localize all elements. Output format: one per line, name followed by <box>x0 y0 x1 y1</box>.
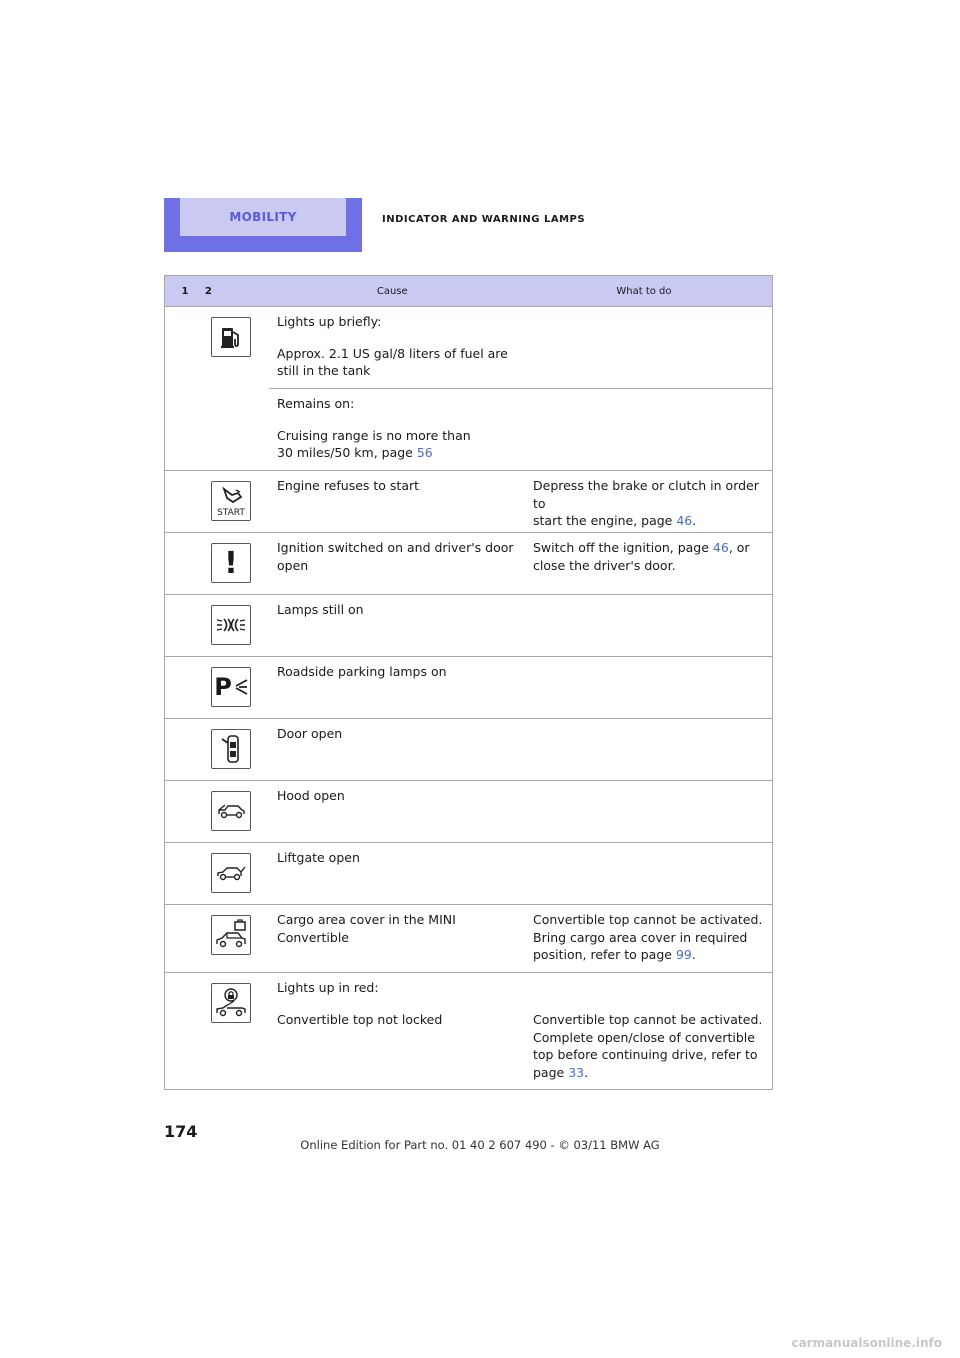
hood-open-icon <box>211 791 251 831</box>
lamps-on-icon <box>211 605 251 645</box>
exclamation-icon: ! <box>211 543 251 583</box>
cause-line: Lamps still on <box>277 602 364 617</box>
cause-line: Ignition switched on and driver's door <box>277 540 514 555</box>
table-row <box>165 719 772 781</box>
cause-line: Liftgate open <box>277 850 360 865</box>
table-row <box>165 307 772 471</box>
table-row <box>165 533 772 595</box>
column-header-todo: What to do <box>616 285 672 297</box>
table-row <box>165 905 772 973</box>
cause-line: Hood open <box>277 788 345 803</box>
table-row <box>165 595 772 657</box>
cause-line: Lights up in red: <box>277 980 379 995</box>
page-link[interactable]: 56 <box>416 445 433 460</box>
section-tab-label: MOBILITY <box>180 198 346 236</box>
todo-line-text: . <box>692 513 697 528</box>
convertible-lock-icon <box>211 983 251 1023</box>
cause-line: Roadside parking lamps on <box>277 664 447 679</box>
cause-text <box>277 601 517 619</box>
todo-line: close the driver's door. <box>533 557 676 573</box>
todo-line <box>533 1064 769 1082</box>
cause-line: Approx. 2.1 US gal/8 liters of fuel are <box>277 345 508 361</box>
start-foot-icon <box>211 481 251 521</box>
column-header-1: 1 <box>181 285 189 297</box>
cause-text <box>277 663 517 681</box>
todo-line: top before continuing drive, refer to <box>533 1047 758 1062</box>
cause-line: still in the tank <box>277 363 371 378</box>
todo-line: Complete open/close of convertible <box>533 1029 755 1045</box>
footer-edition-note: Online Edition for Part no. 01 40 2 607 490 - © 03/11 BMW AG <box>300 1138 660 1152</box>
cause-line: Engine refuses to start <box>277 478 420 493</box>
door-open-icon <box>211 729 251 769</box>
todo-line <box>533 946 769 964</box>
cause-text <box>277 313 517 380</box>
cause-text <box>277 911 517 946</box>
cause-line: Cruising range is no more than <box>277 427 471 443</box>
cargo-cover-icon <box>211 915 251 955</box>
table-row <box>165 781 772 843</box>
page-link[interactable]: 33 <box>568 1064 585 1080</box>
cause-text <box>277 787 517 805</box>
watermark: carmanualsonline.info <box>791 1336 942 1350</box>
column-header-cause: Cause <box>376 285 408 297</box>
page-link[interactable]: 46 <box>712 540 729 555</box>
todo-text <box>533 911 769 964</box>
cause-line-text: 30 miles/50 km, page <box>277 445 417 460</box>
liftgate-open-icon <box>211 853 251 893</box>
cause-line: Lights up briefly: <box>277 314 382 329</box>
cause-line <box>277 444 517 462</box>
cause-line: Cargo area cover in the MINI <box>277 912 456 927</box>
parking-lamps-icon <box>211 667 251 707</box>
table-row <box>165 843 772 905</box>
todo-line-text: position, refer to page <box>533 947 676 962</box>
todo-line: Convertible top cannot be activated. <box>533 1012 763 1027</box>
cause-line: open <box>277 557 309 573</box>
cause-text <box>277 849 517 867</box>
start-icon-label: START <box>217 508 245 518</box>
todo-line-text: Switch off the ignition, page <box>533 540 713 555</box>
table-row <box>165 973 772 1089</box>
cause-text <box>277 539 517 574</box>
table-header <box>165 276 772 307</box>
cause-text <box>277 725 517 743</box>
todo-line-text: , or <box>728 540 750 555</box>
indicator-table <box>164 275 773 1090</box>
cause-text <box>277 395 517 462</box>
todo-line-text: . <box>691 947 696 962</box>
cause-line: Convertible <box>277 929 349 945</box>
todo-line: Bring cargo area cover in required <box>533 929 748 945</box>
cause-text <box>277 979 517 1028</box>
todo-text <box>533 539 769 574</box>
todo-line-text: . <box>584 1064 589 1080</box>
cause-line: Remains on: <box>277 396 355 411</box>
todo-line <box>533 512 769 530</box>
todo-line-text: page <box>533 1064 569 1080</box>
todo-text <box>533 477 769 530</box>
cause-line: Door open <box>277 726 343 741</box>
page-header-title: INDICATOR AND WARNING LAMPS <box>382 214 586 225</box>
todo-line <box>533 539 769 557</box>
page-link[interactable]: 46 <box>676 513 693 528</box>
section-tab <box>164 198 362 252</box>
table-row <box>165 471 772 533</box>
cause-line: Convertible top not locked <box>277 1011 443 1027</box>
parking-icon-letter: P <box>214 673 232 701</box>
todo-line: Convertible top cannot be activated. <box>533 912 763 927</box>
sub-divider <box>269 388 772 389</box>
column-header-2: 2 <box>204 285 212 297</box>
todo-line-text: start the engine, page <box>533 513 677 528</box>
page-number: 174 <box>164 1122 198 1141</box>
table-row <box>165 657 772 719</box>
page-link[interactable]: 99 <box>675 947 692 962</box>
fuel-pump-icon <box>211 317 251 357</box>
todo-line: Depress the brake or clutch in order to <box>533 478 759 511</box>
cause-text <box>277 477 517 495</box>
todo-text <box>533 1011 769 1081</box>
